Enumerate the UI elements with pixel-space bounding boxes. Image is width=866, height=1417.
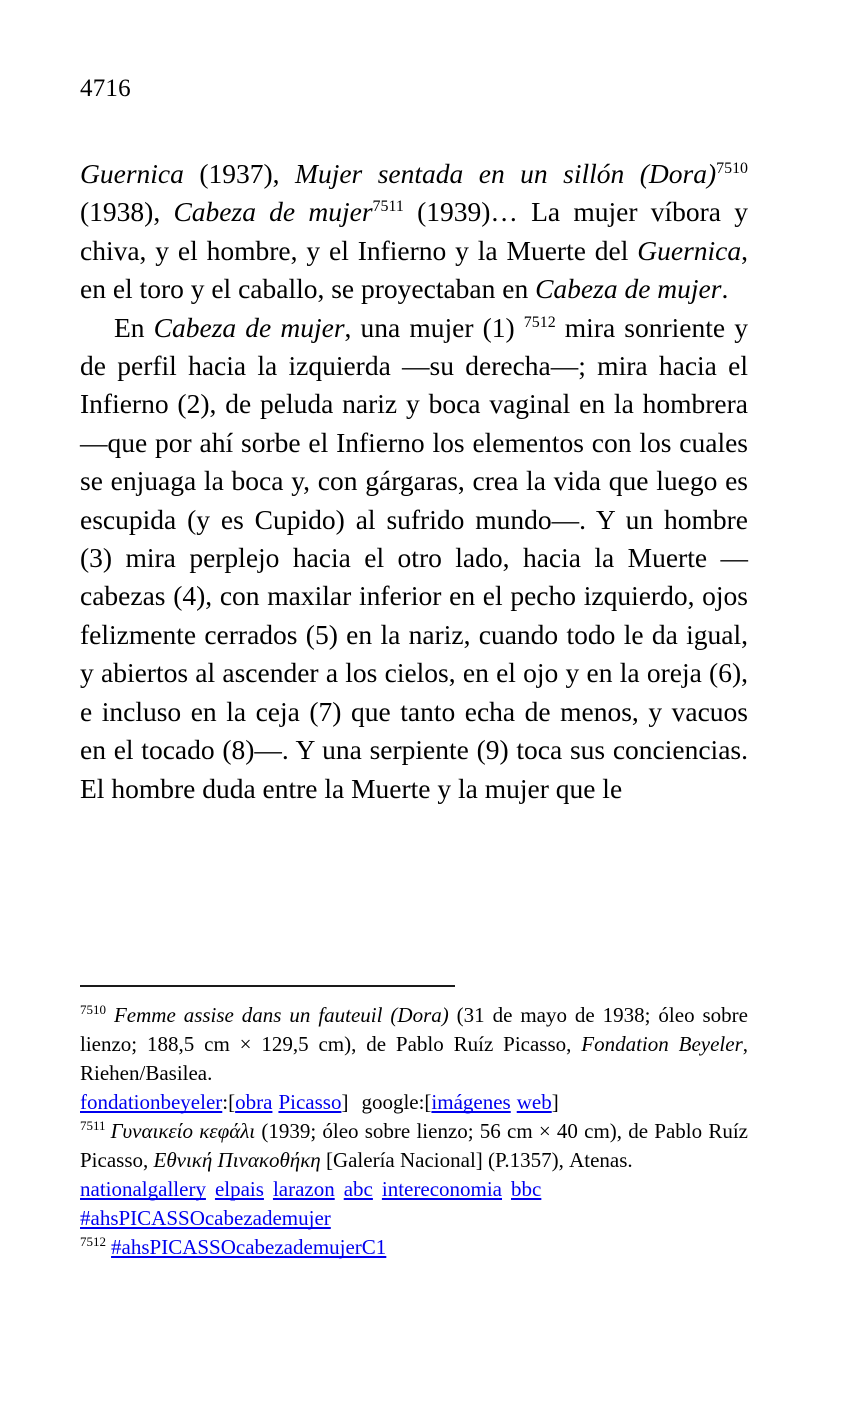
footnote-institution: Fondation Beyeler bbox=[581, 1032, 743, 1056]
link-ahs-picasso-cabezademujer[interactable]: #ahsPICASSOcabezademujer bbox=[80, 1206, 331, 1230]
text-run: En bbox=[114, 311, 154, 343]
footnote-block bbox=[80, 985, 748, 1262]
title-mujer-sentada: Mujer sentada en un sillón (Dora) bbox=[295, 158, 717, 189]
link-picasso[interactable]: Picasso bbox=[278, 1090, 342, 1114]
footnote-7510 bbox=[80, 1001, 748, 1088]
link-abc[interactable]: abc bbox=[343, 1177, 373, 1201]
text-run: (1939)… La mujer víbora y chiva, y el hombre, y el Infierno y la Muerte del bbox=[80, 196, 748, 266]
link-nationalgallery[interactable]: nationalgallery bbox=[80, 1177, 206, 1201]
footnote-title-greek: Γυναικείο κεφάλι bbox=[110, 1119, 256, 1143]
title-guernica: Guernica bbox=[80, 158, 184, 189]
link-separator: :[ bbox=[222, 1090, 236, 1114]
link-larazon[interactable]: larazon bbox=[272, 1177, 335, 1201]
link-ahs-picasso-cabezademujer-c1[interactable]: #ahsPICASSOcabezademujerC1 bbox=[111, 1235, 387, 1259]
text-run: (1938), bbox=[80, 196, 174, 228]
text-run: , una mujer (1) bbox=[344, 311, 524, 343]
footnote-detail: (31 de mayo de 1938; óleo sobre lienzo; 188,5 cm × 129,5 cm), de Pablo Ruíz Picasso, bbox=[80, 1003, 748, 1056]
text-run: . bbox=[721, 273, 729, 305]
title-cabeza-de-mujer-2: Cabeza de mujer bbox=[535, 273, 722, 305]
link-fondationbeyeler[interactable]: fondationbeyeler bbox=[80, 1090, 223, 1114]
text-run: mira sonriente y de perfil hacia la izquierda —su derecha—; mira hacia el Infierno (2), de peluda nariz y boca vaginal en la hombrera —que por ahí sorbe el Infierno los elementos con los cuales se enjuaga la boca y, con gárgaras, crea la vida que luego es escupida (y es Cupido) al sufrido mundo—. Y un hombre (3) mira perplejo hacia el otro lado, hacia la Muerte —cabezas (4), con maxilar inferior en el pecho izquierdo, ojos felizmente cerrados (5) en la nariz, cuando todo le da igual, y abiertos al ascender a los cielos, en el ojo y en la oreja (6), e incluso en la ceja (7) que tanto echa de menos, y vacuos en el tocado (8)—. Y una serpiente (9) toca sus conciencias. El hombre duda entre la Muerte y la mujer que le bbox=[80, 311, 748, 804]
footnote-7510-links bbox=[80, 1088, 748, 1117]
link-imagenes[interactable]: imágenes bbox=[431, 1090, 511, 1114]
text-run: (1937), bbox=[183, 158, 296, 189]
footnote-separator-rule bbox=[80, 985, 455, 987]
paragraph-first bbox=[80, 155, 748, 309]
link-intereconomia[interactable]: intereconomia bbox=[381, 1177, 503, 1201]
footnote-7512 bbox=[80, 1233, 748, 1262]
footnote-marker-7510[interactable]: 7510 bbox=[716, 159, 748, 177]
footnote-title-italic: Femme assise dans un fauteuil (Dora) bbox=[113, 1003, 449, 1027]
footnote-7511-anchor bbox=[80, 1204, 748, 1233]
footnote-marker-7511[interactable]: 7511 bbox=[372, 198, 404, 216]
link-separator: ] bbox=[551, 1090, 559, 1114]
footnote-number-7512[interactable]: 7512 bbox=[80, 1234, 107, 1249]
footnote-marker-7512[interactable]: 7512 bbox=[523, 313, 556, 331]
footnote-7511-links bbox=[80, 1175, 748, 1204]
link-web[interactable]: web bbox=[516, 1090, 552, 1114]
footnote-detail-2: [Galería Nacional] (P.1357), Atenas. bbox=[320, 1148, 633, 1172]
google-label: google:[ bbox=[361, 1090, 432, 1114]
link-elpais[interactable]: elpais bbox=[214, 1177, 264, 1201]
footnote-number-7511[interactable]: 7511 bbox=[80, 1118, 106, 1133]
body-text-block bbox=[80, 155, 748, 808]
link-obra[interactable]: obra bbox=[235, 1090, 273, 1114]
title-guernica-2: Guernica bbox=[637, 234, 742, 266]
footnote-detail: (1939; óleo sobre lienzo; 56 cm × 40 cm), de Pablo Ruíz Picasso, bbox=[80, 1119, 748, 1172]
paragraph-second bbox=[80, 309, 748, 808]
title-cabeza-de-mujer: Cabeza de mujer bbox=[173, 196, 373, 228]
page-number: 4716 bbox=[80, 75, 131, 102]
link-separator: ] bbox=[341, 1090, 349, 1114]
footnote-number-7510[interactable]: 7510 bbox=[80, 1002, 107, 1017]
text-run: , en el toro y el caballo, se proyectaban en bbox=[80, 234, 748, 305]
footnote-7511 bbox=[80, 1117, 748, 1175]
footnote-institution-greek: Εθνική Πινακοθήκη bbox=[153, 1148, 321, 1172]
footnote-location: , Riehen/Basilea. bbox=[80, 1032, 748, 1085]
title-cabeza-de-mujer-3: Cabeza de mujer bbox=[153, 311, 345, 343]
link-bbc[interactable]: bbc bbox=[511, 1177, 542, 1201]
